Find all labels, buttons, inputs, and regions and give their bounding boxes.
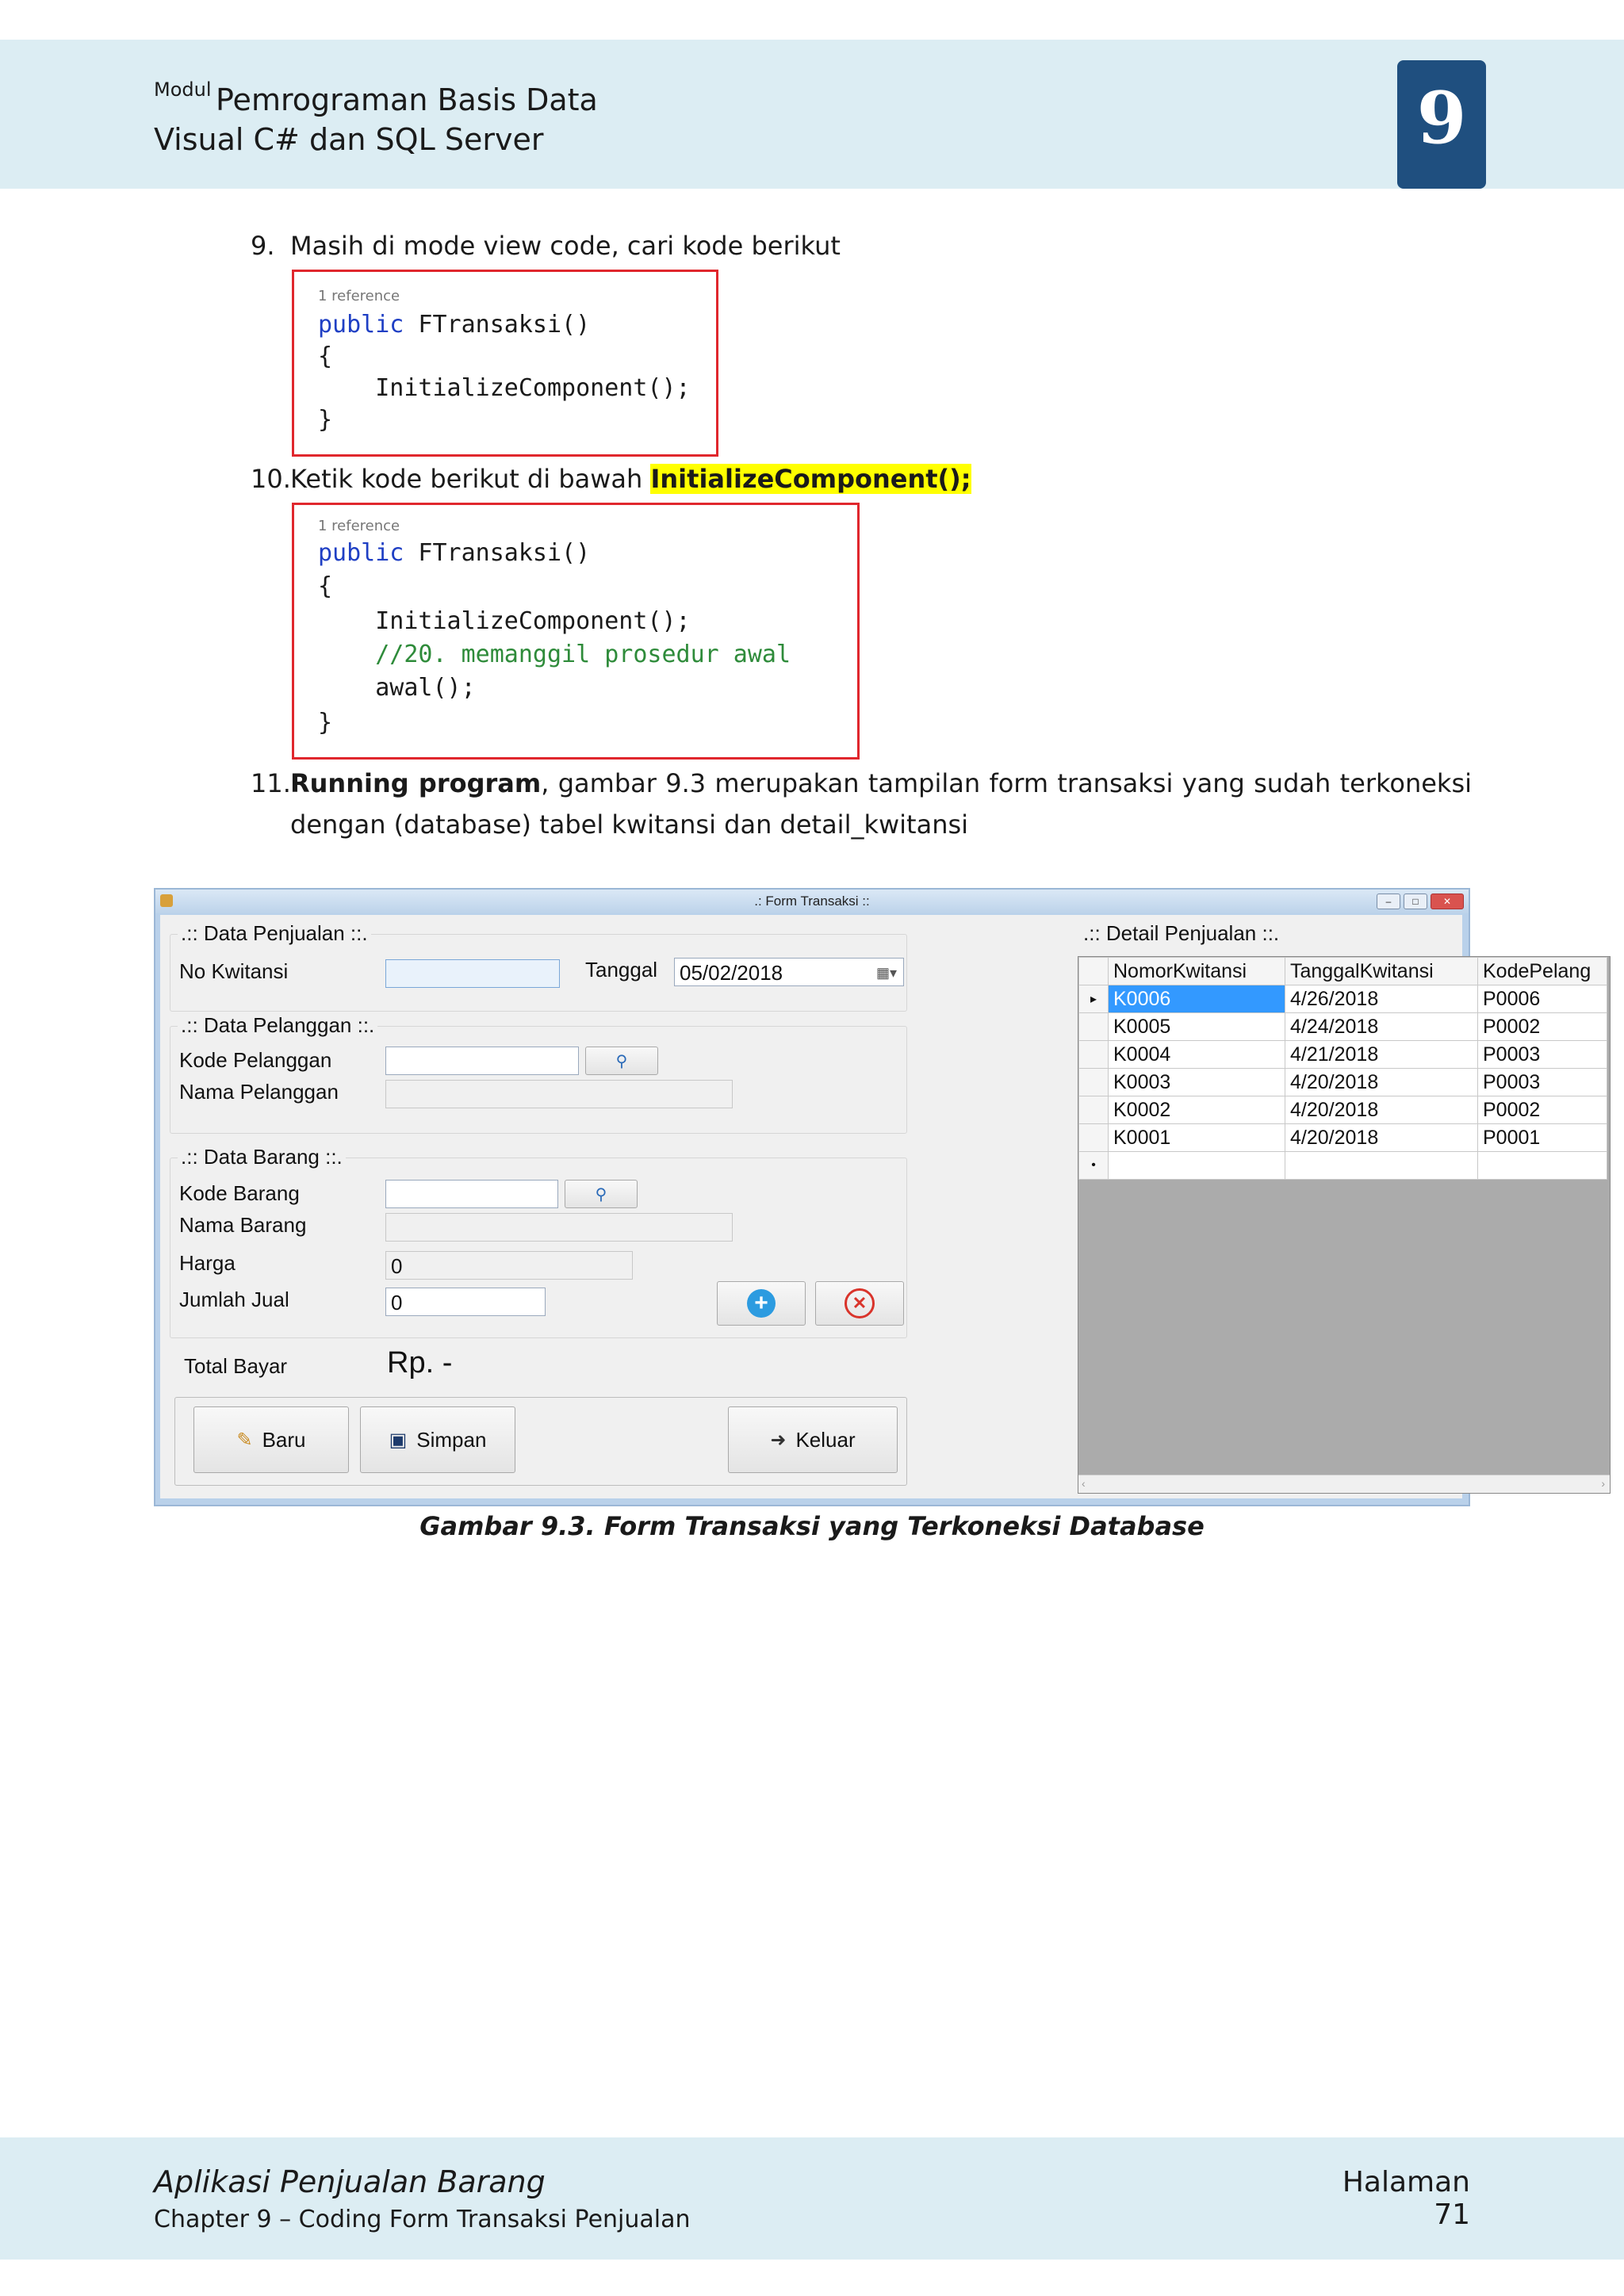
step-highlight: InitializeComponent(); bbox=[650, 464, 971, 494]
step-text: Masih di mode view code, cari kode berikut bbox=[290, 231, 841, 261]
code-reference-hint: 1 reference bbox=[318, 288, 400, 304]
detail-penjualan-grid[interactable] bbox=[1078, 956, 1611, 1494]
table-cell[interactable]: K0003 bbox=[1109, 1069, 1285, 1096]
step-number: 11. bbox=[251, 768, 291, 798]
group-label-pelanggan: .:: Data Pelanggan ::. bbox=[178, 1013, 377, 1038]
scroll-left-icon[interactable]: ‹ bbox=[1082, 1477, 1086, 1490]
step-10 bbox=[251, 458, 1472, 499]
row-header bbox=[1079, 1013, 1109, 1041]
modul-label: Modul bbox=[154, 78, 212, 101]
table-cell[interactable]: 4/20/2018 bbox=[1285, 1096, 1478, 1124]
table-row[interactable] bbox=[1079, 1069, 1607, 1096]
delete-icon: ✕ bbox=[845, 1288, 875, 1318]
row-header bbox=[1079, 1041, 1109, 1069]
figure-caption: Gambar 9.3. Form Transaksi yang Terkoneksi Database bbox=[419, 1511, 1205, 1541]
header-title-line2: Visual C# dan SQL Server bbox=[154, 122, 544, 157]
page-number: Halaman 71 bbox=[1342, 2166, 1470, 2231]
group-label-barang: .:: Data Barang ::. bbox=[178, 1145, 346, 1169]
maximize-icon[interactable]: □ bbox=[1404, 894, 1427, 909]
nama-barang-field bbox=[385, 1213, 733, 1242]
table-row[interactable] bbox=[1079, 985, 1607, 1013]
step-text bbox=[290, 458, 971, 499]
kode-pelanggan-input[interactable] bbox=[385, 1047, 579, 1075]
table-cell[interactable]: K0002 bbox=[1109, 1096, 1285, 1124]
add-item-button[interactable] bbox=[717, 1281, 806, 1326]
code-line-init: InitializeComponent(); bbox=[318, 374, 691, 402]
label-tanggal: Tanggal bbox=[585, 958, 658, 982]
step-text-rest: , gambar 9.3 merupakan tampilan form transaksi yang sudah terkoneksi bbox=[541, 768, 1473, 798]
table-header-row bbox=[1079, 958, 1607, 985]
table-cell[interactable]: K0006 bbox=[1109, 985, 1285, 1013]
row-header bbox=[1079, 1069, 1109, 1096]
column-header[interactable]: NomorKwitansi bbox=[1109, 958, 1285, 985]
save-icon: ▣ bbox=[389, 1429, 408, 1451]
table-cell[interactable] bbox=[1285, 1152, 1478, 1180]
label-kode-pelanggan: Kode Pelanggan bbox=[179, 1048, 332, 1072]
header-title-line1: Pemrograman Basis Data bbox=[216, 82, 598, 117]
form-transaksi-window bbox=[154, 888, 1605, 1506]
keluar-button[interactable] bbox=[728, 1406, 898, 1473]
exit-icon: ➜ bbox=[770, 1429, 787, 1451]
row-header bbox=[1079, 1124, 1109, 1152]
table-cell[interactable]: K0005 bbox=[1109, 1013, 1285, 1041]
table-cell[interactable]: 4/24/2018 bbox=[1285, 1013, 1478, 1041]
window-title: .: Form Transaksi :: bbox=[754, 894, 870, 909]
code-line-close: } bbox=[318, 709, 333, 737]
code-keyword: public bbox=[318, 311, 404, 339]
row-header-corner bbox=[1079, 958, 1109, 985]
step-9 bbox=[251, 225, 1472, 266]
step-bold: Running program bbox=[290, 768, 542, 798]
code-line-open: { bbox=[318, 342, 333, 370]
column-header[interactable]: KodePelang bbox=[1478, 958, 1607, 985]
table-cell[interactable]: 4/20/2018 bbox=[1285, 1069, 1478, 1096]
code-keyword: public bbox=[318, 539, 404, 567]
step-text-line1 bbox=[290, 763, 1472, 804]
keluar-label: Keluar bbox=[795, 1427, 856, 1452]
table-cell[interactable]: 4/21/2018 bbox=[1285, 1041, 1478, 1069]
table-row[interactable] bbox=[1079, 1013, 1607, 1041]
code-line-signature bbox=[318, 537, 590, 570]
no-kwitansi-input[interactable] bbox=[385, 959, 560, 988]
code-line-signature bbox=[318, 308, 590, 342]
horizontal-scrollbar[interactable] bbox=[1078, 1475, 1610, 1493]
step-number: 10. bbox=[251, 464, 291, 494]
code-line-open: { bbox=[318, 572, 333, 600]
search-pelanggan-button[interactable] bbox=[585, 1047, 658, 1075]
new-document-icon: ✎ bbox=[236, 1429, 253, 1451]
new-row-indicator-icon: • bbox=[1079, 1152, 1109, 1180]
table-row[interactable] bbox=[1079, 1041, 1607, 1069]
app-icon bbox=[160, 894, 173, 907]
close-icon[interactable]: ✕ bbox=[1431, 894, 1464, 909]
current-row-indicator-icon: ▸ bbox=[1079, 985, 1109, 1013]
step-11 bbox=[251, 763, 1472, 845]
window-controls bbox=[1377, 894, 1464, 909]
table-cell[interactable]: P0002 bbox=[1478, 1096, 1607, 1124]
code-snippet-2 bbox=[292, 503, 860, 760]
tanggal-value: 05/02/2018 bbox=[680, 961, 783, 985]
step-number: 9. bbox=[251, 231, 275, 261]
footer-title: Aplikasi Penjualan Barang bbox=[154, 2164, 546, 2199]
form-client-area bbox=[160, 915, 1605, 1498]
column-header[interactable]: TanggalKwitansi bbox=[1285, 958, 1478, 985]
calendar-dropdown-icon[interactable]: ▦▾ bbox=[875, 965, 897, 981]
label-kode-barang: Kode Barang bbox=[179, 1181, 300, 1205]
search-icon: ⚲ bbox=[595, 1185, 607, 1203]
chapter-badge: 9 bbox=[1397, 60, 1486, 189]
detail-table bbox=[1078, 957, 1607, 1180]
label-nama-pelanggan: Nama Pelanggan bbox=[179, 1080, 339, 1104]
baru-label: Baru bbox=[262, 1427, 306, 1452]
code-line-awal: awal(); bbox=[318, 674, 476, 702]
code-line-close: } bbox=[318, 406, 333, 434]
code-signature: FTransaksi() bbox=[404, 539, 591, 567]
label-harga: Harga bbox=[179, 1251, 236, 1275]
table-row[interactable] bbox=[1079, 1096, 1607, 1124]
label-total-bayar: Total Bayar bbox=[184, 1354, 288, 1378]
group-label-detail: .:: Detail Penjualan ::. bbox=[1080, 921, 1282, 946]
table-cell[interactable]: P0001 bbox=[1478, 1124, 1607, 1152]
remove-item-button[interactable] bbox=[815, 1281, 904, 1326]
simpan-button[interactable] bbox=[360, 1406, 515, 1473]
code-line-comment: //20. memanggil prosedur awal bbox=[318, 641, 791, 668]
new-row[interactable] bbox=[1079, 1152, 1607, 1180]
simpan-label: Simpan bbox=[416, 1427, 487, 1452]
harga-field: 0 bbox=[385, 1251, 633, 1280]
table-cell[interactable]: P0003 bbox=[1478, 1069, 1607, 1096]
code-line-init: InitializeComponent(); bbox=[318, 607, 691, 635]
table-cell[interactable]: 4/20/2018 bbox=[1285, 1124, 1478, 1152]
code-snippet-1 bbox=[292, 270, 718, 457]
table-cell[interactable]: P0006 bbox=[1478, 985, 1607, 1013]
table-row[interactable] bbox=[1079, 1124, 1607, 1152]
total-bayar-value: Rp. - bbox=[387, 1346, 453, 1380]
code-reference-hint: 1 reference bbox=[318, 518, 400, 534]
window-title-bar bbox=[155, 890, 1469, 913]
table-cell[interactable]: P0003 bbox=[1478, 1041, 1607, 1069]
step-text-before: Ketik kode berikut di bawah bbox=[290, 464, 651, 494]
search-icon: ⚲ bbox=[615, 1052, 628, 1070]
table-cell[interactable]: P0002 bbox=[1478, 1013, 1607, 1041]
step-text-line2: dengan (database) tabel kwitansi dan detail_kwitansi bbox=[290, 809, 969, 840]
scroll-right-icon[interactable]: › bbox=[1601, 1477, 1605, 1490]
group-label-penjualan: .:: Data Penjualan ::. bbox=[178, 921, 371, 946]
minimize-icon[interactable]: – bbox=[1377, 894, 1400, 909]
label-nama-barang: Nama Barang bbox=[179, 1213, 307, 1237]
table-cell[interactable] bbox=[1478, 1152, 1607, 1180]
row-header bbox=[1079, 1096, 1109, 1124]
footer-subtitle: Chapter 9 – Coding Form Transaksi Penjualan bbox=[154, 2206, 691, 2233]
code-signature: FTransaksi() bbox=[404, 311, 591, 339]
table-cell[interactable] bbox=[1109, 1152, 1285, 1180]
label-no-kwitansi: No Kwitansi bbox=[179, 959, 289, 983]
nama-pelanggan-field bbox=[385, 1080, 733, 1108]
label-jumlah-jual: Jumlah Jual bbox=[179, 1288, 289, 1311]
search-barang-button[interactable] bbox=[565, 1180, 638, 1208]
table-cell[interactable]: 4/26/2018 bbox=[1285, 985, 1478, 1013]
plus-icon: + bbox=[747, 1289, 776, 1318]
table-cell[interactable]: K0001 bbox=[1109, 1124, 1285, 1152]
kode-barang-input[interactable] bbox=[385, 1180, 558, 1208]
tanggal-datepicker[interactable] bbox=[674, 958, 904, 986]
table-cell[interactable]: K0004 bbox=[1109, 1041, 1285, 1069]
jumlah-jual-input[interactable]: 0 bbox=[385, 1288, 546, 1316]
baru-button[interactable] bbox=[193, 1406, 349, 1473]
